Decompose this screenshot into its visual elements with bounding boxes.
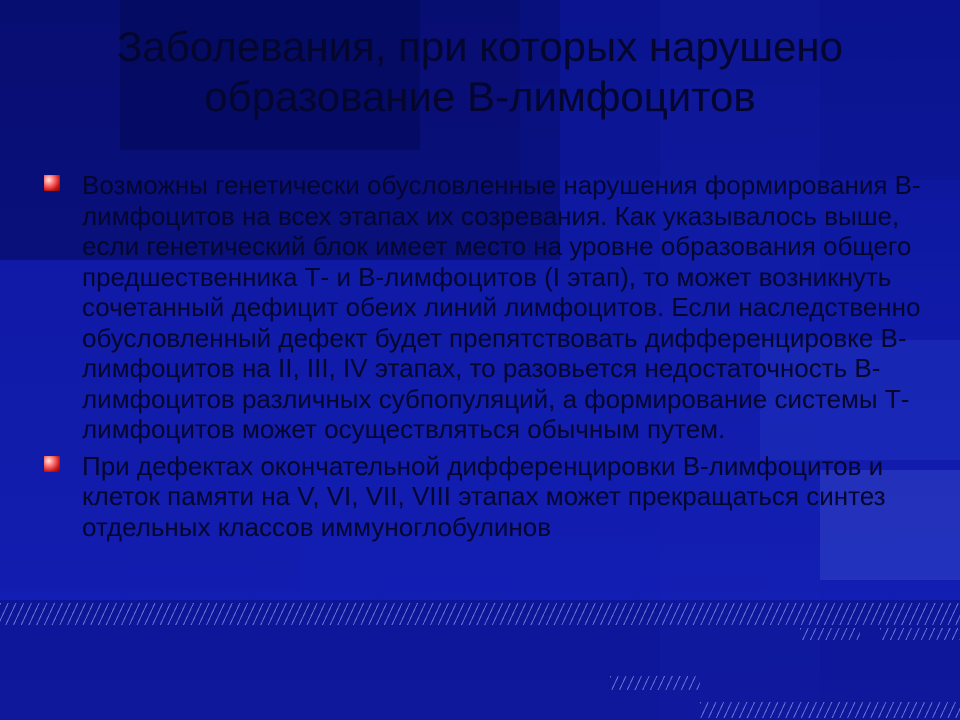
bullet-item — [44, 451, 934, 543]
decorative-stripes — [880, 628, 960, 640]
red-square-bullet-icon — [44, 456, 60, 472]
bullet-list — [44, 170, 934, 548]
bullet-item — [44, 170, 934, 445]
red-square-bullet-icon — [44, 175, 60, 191]
slide-title: Заболевания, при которых нарушено образование В-лимфоцитов — [117, 23, 843, 120]
decorative-stripes — [800, 628, 860, 640]
decorative-stripes — [0, 603, 960, 625]
decorative-stripes — [610, 676, 700, 690]
bullet-text: Возможны генетически обусловленные нарушения формирования В-лимфоцитов на всех этапах их созревания. Как указывалось выше, если генетический блок имеет место на уровне образования общего предшественника Т- и В-лимфоцитов (I этап), то может возникнуть сочетанный дефицит обеих линий лимфоцитов. Если наследственно обусловленный дефект будет препятствовать дифференцировке В-лимфоцитов на II, III, IV этапах, то разовьется недостаточность В-лимфоцитов различных субпопуляций, а формирование системы Т-лимфоцитов может осуществляться обычным путем. — [82, 170, 921, 444]
bullet-text: При дефектах окончательной дифференцировки В-лимфоцитов и клеток памяти на V, VI, VII, VIII этапах может прекращаться синтез отдельных классов иммуноглобулинов — [82, 450, 886, 542]
decorative-stripes — [700, 702, 960, 718]
